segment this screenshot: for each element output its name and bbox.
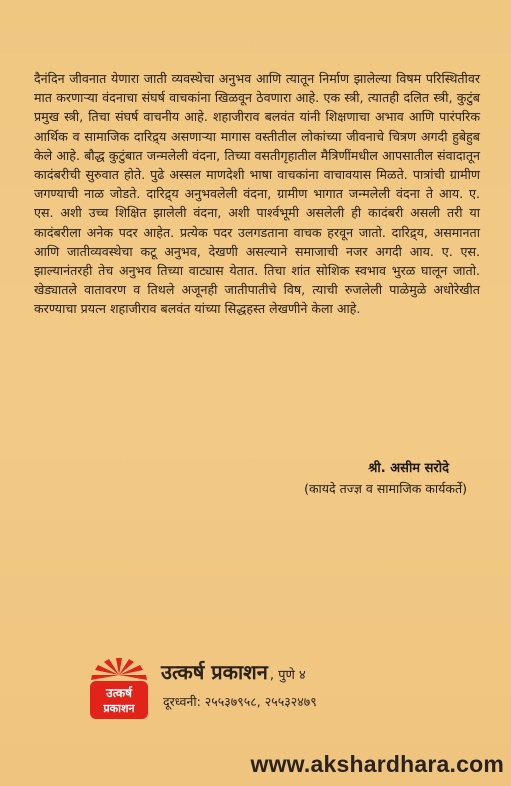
sunburst-icon [91, 658, 147, 680]
publisher-phone: दूरध्वनी: २५५३७९५८, २५५३२४७९ [163, 694, 317, 709]
publisher-name: उत्कर्ष प्रकाशन [161, 660, 268, 684]
website-link[interactable]: www.akshardhara.com [250, 751, 504, 777]
review-author-role: (कायदे तज्ज्ञ व सामाजिक कार्यकर्ते) [304, 481, 467, 496]
publisher-line [161, 658, 306, 685]
review-author-name: श्री. असीम सरोदे [368, 461, 449, 476]
publisher-logo [86, 655, 152, 721]
logo-text-line1: उत्कर्ष [106, 686, 132, 700]
logo-text-line2: प्रकाशन [103, 702, 135, 715]
publisher-city: , पुणे ४ [269, 668, 306, 683]
blurb-paragraph: दैनंदिन जीवनात येणारा जाती व्यवस्थेचा अनुभव आणि त्यातून निर्माण झालेल्या विषम परिस्थितीवर मात करणाऱ्या वंदनाचा संघर्ष वाचकांना खिळवून ठेवणारा आहे. एक स्त्री, त्यातही दलित स्त्री, कुटुंब प्रमुख स्त्री, तिचा संघर्ष वाचनीय आहे. शहाजीराव बलवंत यांनी शिक्षणाचा अभाव आणि पारंपरिक आर्थिक व सामाजिक दारिद्र्य असणाऱ्या मागास वस्तीतील लोकांच्या जीवनाचे चित्रण अगदी हुबेहुब केले आहे. बौद्ध कुटुंबात जन्मलेली वंदना, तिच्या वसतीगृहातील मैत्रिणींमधील आपसातील संवादातून कादंबरीची सुरुवात होते. पुढे अस्सल माणदेशी भाषा वाचकांना वाचावयास मिळते. पात्रांची ग्रामीण जगण्याची नाळ जोडते. दारिद्र्य अनुभवलेली वंदना, ग्रामीण भागात जन्मलेली वंदना ते आय. ए. एस. अशी उच्च शिक्षित झालेली वंदना, अशी पार्श्वभूमी असलेली ही कादंबरी असली तरी या कादंबरीला अनेक पदर आहेत. प्रत्येक पदर उलगडताना वाचक हरवून जातो. दारिद्र्य, असमानता आणि जातीव्यवस्थेचा कटू अनुभव, देखणी असल्याने समाजाची नजर अगदी आय. ए. एस. झाल्यानंतरही तेच अनुभव तिच्या वाट्यास येतात. तिचा शांत सोशिक स्वभाव भुरळ घालून जातो. खेड्यातले वातावरण व तिथले अजूनही जातीपातीचे विष, त्याची रुजलेली पाळेमुळे अधोरेखीत करण्याचा प्रयत्न शहाजीराव बलवंत यांच्या सिद्धहस्त लेखणीने केला आहे. [34, 71, 480, 317]
